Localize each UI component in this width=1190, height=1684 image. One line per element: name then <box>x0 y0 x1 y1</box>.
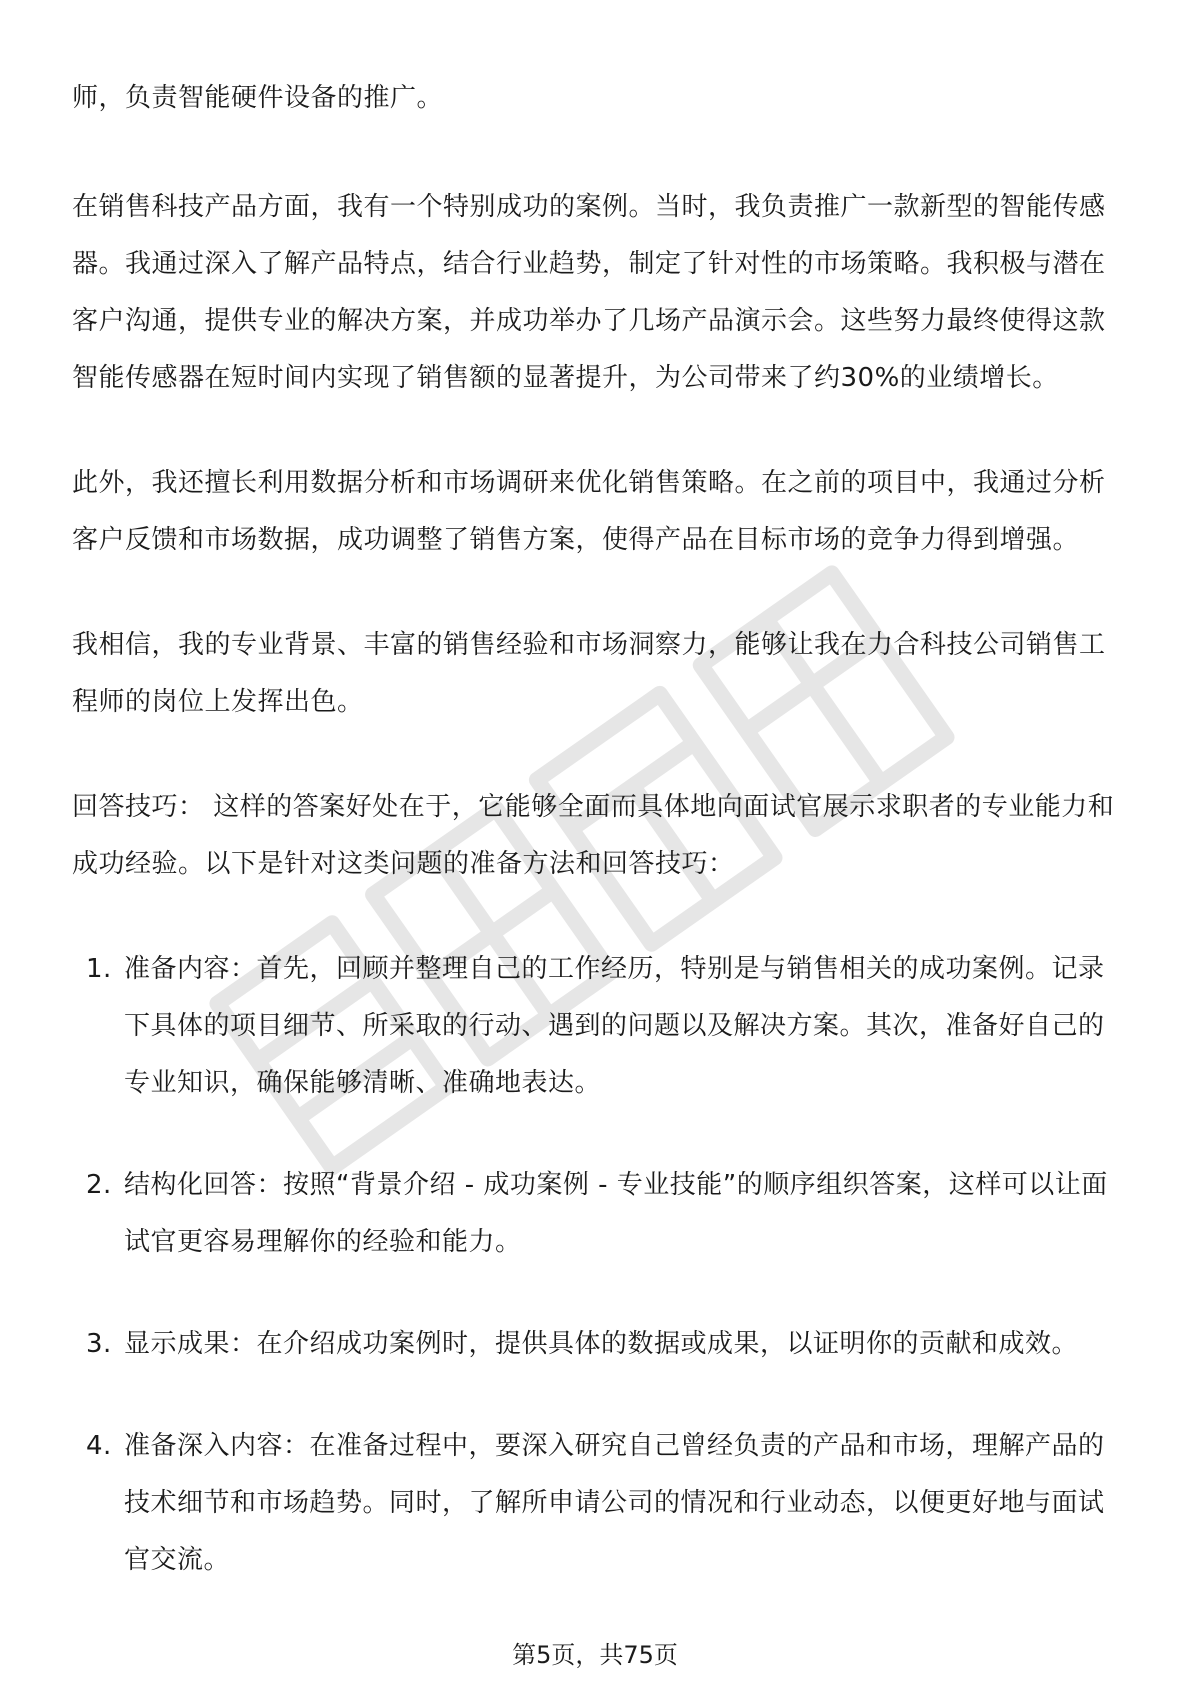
document-body <box>72 70 1122 1634</box>
list-item <box>72 1316 1122 1373</box>
list-item <box>72 941 1122 1112</box>
list-number: 2. <box>86 1170 112 1200</box>
tips-list <box>72 941 1122 1589</box>
list-number: 1. <box>86 954 112 984</box>
page-footer: 第5页，共75页 <box>512 1641 678 1669</box>
list-item-text: 准备内容：首先，回顾并整理自己的工作经历，特别是与销售相关的成功案例。记录下具体的项目细节、所采取的行动、遇到的问题以及解决方案。其次，准备好自己的专业知识，确保能够清晰、准确地表达。 <box>124 954 1105 1098</box>
list-item-text: 结构化回答：按照“背景介绍 - 成功案例 - 专业技能”的顺序组织答案，这样可以让面试官更容易理解你的经验和能力。 <box>124 1170 1108 1257</box>
paragraph: 此外，我还擅长利用数据分析和市场调研来优化销售策略。在之前的项目中，我通过分析客户反馈和市场数据，成功调整了销售方案，使得产品在目标市场的竞争力得到增强。 <box>72 468 1106 555</box>
list-number: 3. <box>86 1329 112 1359</box>
list-item-text: 准备深入内容：在准备过程中，要深入研究自己曾经负责的产品和市场，理解产品的技术细节和市场趋势。同时，了解所申请公司的情况和行业动态，以便更好地与面试官交流。 <box>124 1431 1105 1575</box>
paragraph: 师，负责智能硬件设备的推广。 <box>72 83 444 113</box>
paragraph: 我相信，我的专业背景、丰富的销售经验和市场洞察力，能够让我在力合科技公司销售工程师的岗位上发挥出色。 <box>72 630 1106 717</box>
list-item <box>72 1157 1122 1271</box>
paragraph: 回答技巧： 这样的答案好处在于，它能够全面而具体地向面试官展示求职者的专业能力和成功经验。以下是针对这类问题的准备方法和回答技巧： <box>72 792 1115 879</box>
list-item-text: 显示成果：在介绍成功案例时，提供具体的数据或成果，以证明你的贡献和成效。 <box>124 1329 1079 1359</box>
list-number: 4. <box>86 1431 112 1461</box>
paragraph: 在销售科技产品方面，我有一个特别成功的案例。当时，我负责推广一款新型的智能传感器。我通过深入了解产品特点，结合行业趋势，制定了针对性的市场策略。我积极与潜在客户沟通，提供专业的解决方案，并成功举办了几场产品演示会。这些努力最终使得这款智能传感器在短时间内实现了销售额的显著提升，为公司带来了约30%的业绩增长。 <box>72 192 1106 393</box>
list-item <box>72 1418 1122 1589</box>
